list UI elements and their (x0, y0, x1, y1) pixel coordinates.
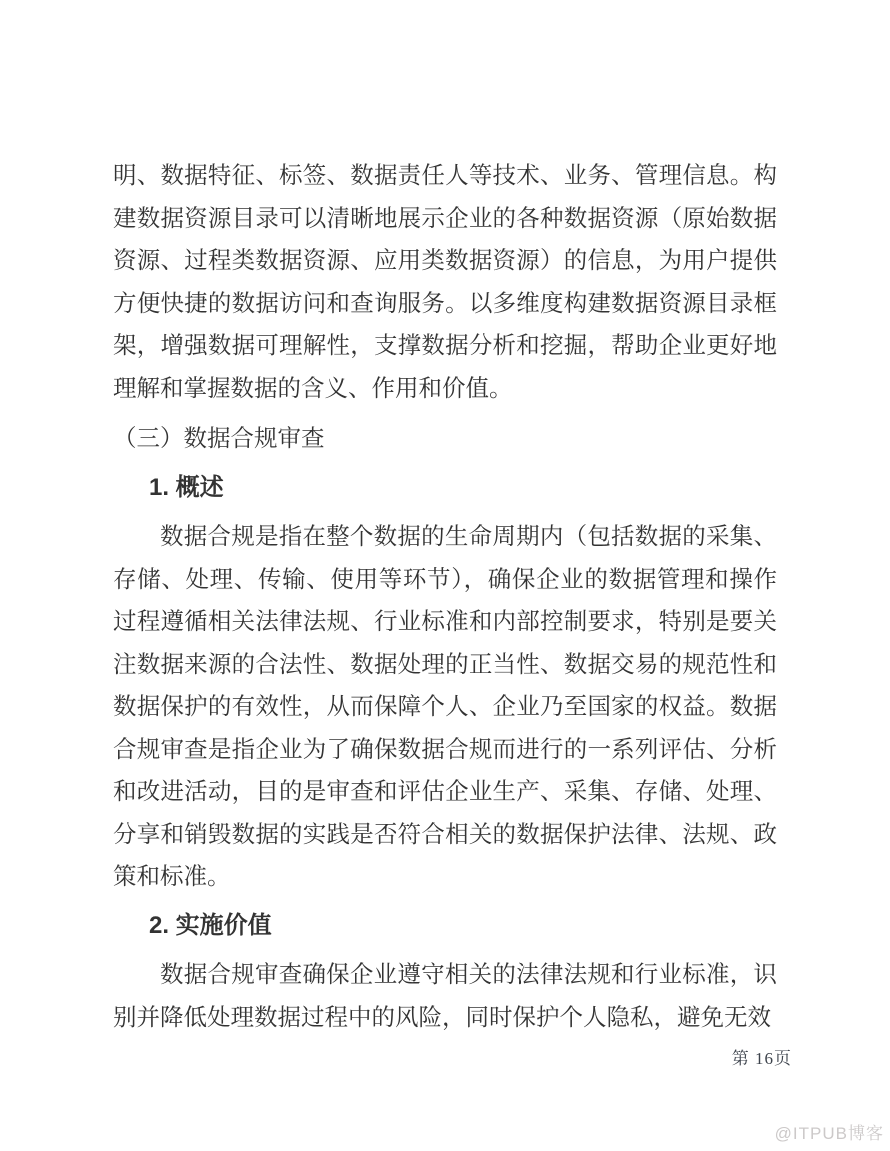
section-heading: （三）数据合规审查 (113, 426, 325, 452)
paragraph: 数据合规审查确保企业遵守相关的法律法规和行业标准，识别并降低处理数据过程中的风险，同时保护个人隐私，避免无效 (113, 962, 777, 1031)
paragraph: 明、数据特征、标签、数据责任人等技术、业务、管理信息。构建数据资源目录可以清晰地展示企业的各种数据资源（原始数据资源、过程类数据资源、应用类数据资源）的信息，为用户提供方便快捷的数据访问和查询服务。以多维度构建数据资源目录框架，增强数据可理解性，支撑数据分析和挖掘，帮助企业更好地理解和掌握数据的含义、作用和价值。 (113, 163, 777, 402)
paragraph: 数据合规是指在整个数据的生命周期内（包括数据的采集、存储、处理、传输、使用等环节），确保企业的数据管理和操作过程遵循相关法律法规、行业标准和内部控制要求，特别是要关注数据来源的合法性、数据处理的正当性、数据交易的规范性和数据保护的有效性，从而保障个人、企业乃至国家的权益。数据合规审查是指企业为了确保数据合规而进行的一系列评估、分析和改进活动，目的是审查和评估企业生产、采集、存储、处理、分享和销毁数据的实践是否符合相关的数据保护法律、法规、政策和标准。 (113, 524, 777, 890)
watermark-text: @ITPUB博客 (774, 1124, 884, 1143)
page-body (113, 155, 777, 1039)
numbered-heading: 1. 概述 (149, 473, 224, 501)
page-number: 第 16页 (731, 1049, 792, 1068)
numbered-heading: 2. 实施价值 (149, 911, 272, 939)
